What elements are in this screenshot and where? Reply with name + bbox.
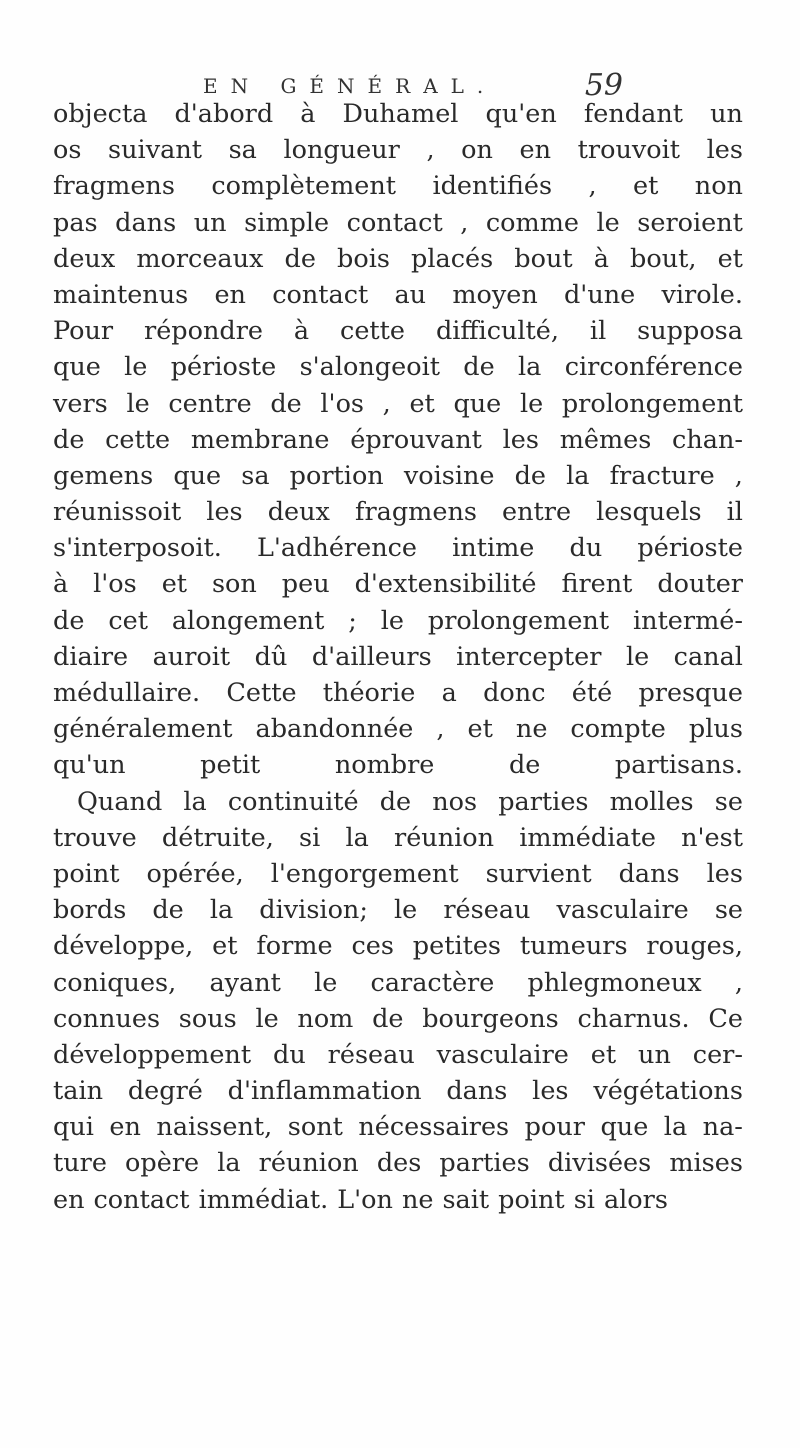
word: nom <box>297 1003 354 1034</box>
word: vasculaire <box>556 895 689 926</box>
word: l'os <box>320 388 365 419</box>
word: diaire <box>53 641 129 672</box>
word: fracture <box>609 460 715 491</box>
text-line <box>53 1145 743 1181</box>
word: parties <box>439 1148 530 1179</box>
text-line <box>53 96 743 132</box>
word: d'une <box>563 279 636 310</box>
word: maintenus <box>53 279 189 310</box>
word: voisine <box>403 460 495 491</box>
word: continuité <box>227 786 359 817</box>
word: réunion <box>394 822 495 853</box>
word: si <box>299 822 321 853</box>
text-line <box>53 349 743 385</box>
word: de <box>284 243 316 274</box>
text-line <box>53 747 743 783</box>
word: , <box>460 207 469 238</box>
word: cer- <box>692 1039 743 1070</box>
word: d'inflammation <box>227 1076 422 1107</box>
word: ture <box>53 1148 107 1179</box>
word: végétations <box>593 1076 743 1107</box>
word: plus <box>688 714 743 745</box>
word: circonférence <box>564 352 743 383</box>
word: intermé- <box>632 605 743 636</box>
word: et <box>161 569 188 600</box>
word: le <box>394 895 418 926</box>
word: deux <box>53 243 116 274</box>
text-line <box>53 1182 743 1218</box>
text-line <box>53 965 743 1001</box>
word: objecta <box>53 99 148 129</box>
word: fendant <box>583 99 684 129</box>
word: centre <box>168 388 252 419</box>
word: les <box>706 858 743 889</box>
word: on <box>461 135 493 166</box>
word: divisées <box>547 1148 652 1179</box>
word: détruite, <box>161 822 274 853</box>
word: molles <box>609 786 694 817</box>
word: le <box>380 605 405 636</box>
text-line <box>53 241 743 277</box>
word: opérée, <box>146 858 244 889</box>
word: identifiés <box>432 171 553 202</box>
word: sa <box>241 460 270 491</box>
word: développe, <box>53 931 194 962</box>
word: de <box>53 424 85 455</box>
word: dans <box>446 1076 508 1107</box>
word: os <box>53 135 82 166</box>
word: ayant <box>209 967 281 998</box>
word: , <box>426 135 435 166</box>
word: division; <box>259 895 368 926</box>
word: forme <box>256 931 333 962</box>
word: la <box>209 895 234 926</box>
text-line <box>53 784 743 820</box>
text-line <box>53 458 743 494</box>
word: peu <box>281 569 330 600</box>
word: petites <box>412 931 502 962</box>
word: répondre <box>144 316 263 347</box>
word: mises <box>669 1148 743 1179</box>
text-line <box>53 675 743 711</box>
word: intercepter <box>456 641 602 672</box>
text-line <box>53 892 743 928</box>
word: douter <box>657 569 743 600</box>
word: la <box>217 1148 241 1179</box>
word: généralement <box>53 714 233 745</box>
word: bords <box>53 895 127 926</box>
word: , <box>734 967 743 998</box>
word: l'os <box>93 569 137 600</box>
word: dans <box>115 207 177 238</box>
word: auroit <box>152 641 231 672</box>
word: sait <box>442 1184 490 1215</box>
word: bois <box>337 243 390 274</box>
word: que <box>453 388 502 419</box>
word: complètement <box>211 171 397 202</box>
word: que <box>173 460 222 491</box>
word: que <box>600 1112 649 1143</box>
word: pas <box>53 207 98 238</box>
word: contact <box>93 1184 190 1215</box>
word: cette <box>105 424 171 455</box>
text-line <box>53 856 743 892</box>
word: fragmens <box>355 497 477 528</box>
word: presque <box>638 678 743 708</box>
word: théorie <box>322 678 416 708</box>
word: coniques, <box>53 967 177 998</box>
word: parties <box>498 786 589 817</box>
word: le <box>314 967 338 998</box>
word: deux <box>267 497 330 528</box>
word: si <box>573 1184 595 1215</box>
word: de <box>514 460 547 491</box>
word: Quand <box>77 786 163 817</box>
word: son <box>211 569 257 600</box>
word: en <box>109 1112 141 1143</box>
word: dans <box>618 858 680 889</box>
word: éprouvant <box>350 424 482 455</box>
text-line <box>53 277 743 313</box>
word: à <box>300 99 316 129</box>
word: bout <box>514 243 573 274</box>
word: du <box>273 1039 306 1070</box>
word: Cette <box>226 678 297 708</box>
running-head: EN GÉNÉRAL. <box>203 74 497 98</box>
word: gemens <box>53 460 154 491</box>
word: charnus. <box>577 1003 690 1034</box>
word: d'abord <box>174 99 274 129</box>
word: rouges, <box>646 931 743 962</box>
word: ne <box>515 714 548 745</box>
word: Pour <box>53 316 114 347</box>
text-line <box>53 711 743 747</box>
word: la <box>663 1112 688 1143</box>
word: réseau <box>443 895 531 926</box>
word: nos <box>432 786 478 817</box>
word: point <box>53 858 120 889</box>
word: sa <box>228 135 257 166</box>
word: suivant <box>108 135 202 166</box>
word: vasculaire <box>436 1039 569 1070</box>
word: bout, <box>630 243 697 274</box>
word: réunissoit <box>53 497 182 528</box>
word: à <box>53 569 69 600</box>
word: caractère <box>370 967 495 998</box>
word: les <box>206 497 243 528</box>
word: lesquels <box>596 497 702 528</box>
word: et <box>212 931 238 962</box>
word: réseau <box>327 1039 415 1070</box>
word: se <box>714 895 743 926</box>
word: tumeurs <box>519 931 628 962</box>
word: opère <box>125 1148 200 1179</box>
word: pour <box>524 1112 585 1143</box>
word: supposa <box>637 316 743 347</box>
word: difficulté, <box>435 316 559 347</box>
word: la <box>566 460 590 491</box>
word: périoste <box>170 352 277 383</box>
text-line <box>53 494 743 530</box>
word: sont <box>287 1112 343 1143</box>
word: le <box>625 641 650 672</box>
word: placés <box>411 243 494 274</box>
word: qu'en <box>485 99 557 129</box>
word: virole. <box>661 279 743 310</box>
word: a <box>441 678 457 708</box>
word: chan- <box>672 424 743 455</box>
word: alors <box>603 1184 668 1215</box>
word: il <box>726 497 743 528</box>
word: , <box>734 460 743 491</box>
word: les <box>502 424 539 455</box>
word: et <box>633 171 659 202</box>
word: à <box>293 316 310 347</box>
word: le <box>124 352 148 383</box>
word: trouve <box>53 822 137 853</box>
word: la <box>345 822 369 853</box>
text-line <box>53 820 743 856</box>
text-line <box>53 639 743 675</box>
text-line <box>53 1037 743 1073</box>
word: canal <box>673 641 743 672</box>
body-text <box>53 96 743 1218</box>
word: qu'un <box>53 750 126 781</box>
word: été <box>571 678 613 708</box>
word: développement <box>53 1039 252 1070</box>
word: mêmes <box>559 424 652 455</box>
word: de <box>463 352 495 383</box>
word: en <box>214 279 246 310</box>
word: cet <box>108 605 148 636</box>
word: se <box>714 786 743 817</box>
word: Ce <box>708 1003 743 1034</box>
word: vers <box>53 388 108 419</box>
word: abandonnée <box>255 714 414 745</box>
word: nombre <box>334 750 435 781</box>
word: que <box>53 352 101 383</box>
word: sous <box>178 1003 237 1034</box>
word: le <box>596 207 620 238</box>
text-line <box>53 205 743 241</box>
word: réunion <box>258 1148 359 1179</box>
word: degré <box>127 1076 203 1107</box>
word: n'est <box>681 822 743 853</box>
word: en <box>519 135 552 166</box>
word: seroient <box>637 207 743 238</box>
word: un <box>710 99 743 129</box>
word: Duhamel <box>342 99 459 129</box>
word: bourgeons <box>422 1003 559 1034</box>
word: ; <box>348 605 357 636</box>
word: compte <box>570 714 666 745</box>
text-line <box>53 603 743 639</box>
word: trouvoit <box>577 135 681 166</box>
word: ces <box>351 931 394 962</box>
word: en <box>53 1184 85 1215</box>
word: s'alongeoit <box>299 352 440 383</box>
word: la <box>518 352 542 383</box>
word: ne <box>401 1184 434 1215</box>
word: et <box>717 243 743 274</box>
text-line <box>53 386 743 422</box>
text-line <box>53 928 743 964</box>
word: du <box>569 533 603 564</box>
word: L'adhérence <box>256 533 418 564</box>
text-line <box>53 422 743 458</box>
word: L'on <box>337 1184 393 1215</box>
word: d'ailleurs <box>311 641 432 672</box>
word: un <box>638 1039 671 1070</box>
word: donc <box>483 678 546 708</box>
text-line <box>53 168 743 204</box>
page-number: 59 <box>584 68 623 103</box>
text-line <box>53 530 743 566</box>
word: point <box>498 1184 565 1215</box>
text-line <box>53 1001 743 1037</box>
text-line <box>53 566 743 602</box>
word: le <box>519 388 544 419</box>
word: comme <box>485 207 579 238</box>
word: au <box>394 279 427 310</box>
word: de <box>152 895 184 926</box>
text-line <box>53 1109 743 1145</box>
word: na- <box>702 1112 743 1143</box>
word: survient <box>485 858 592 889</box>
word: entre <box>502 497 572 528</box>
text-line <box>53 1073 743 1109</box>
word: tain <box>53 1076 104 1107</box>
word: alongement <box>171 605 325 636</box>
word: à <box>593 243 609 274</box>
word: prolongement <box>561 388 743 419</box>
word: petit <box>200 750 261 781</box>
word: contact <box>346 207 443 238</box>
word: des <box>376 1148 422 1179</box>
word: , <box>436 714 445 745</box>
word: la <box>183 786 207 817</box>
word: et <box>409 388 435 419</box>
word: fragmens <box>53 171 175 202</box>
word: d'extensibilité <box>354 569 537 600</box>
text-line <box>53 313 743 349</box>
word: morceaux <box>136 243 264 274</box>
word: firent <box>561 569 633 600</box>
word: , <box>588 171 597 202</box>
word: moyen <box>452 279 538 310</box>
word: il <box>589 316 607 347</box>
word: le <box>126 388 150 419</box>
word: simple <box>244 207 330 238</box>
word: et <box>467 714 493 745</box>
word: immédiate <box>519 822 656 853</box>
word: naissent, <box>156 1112 273 1143</box>
word: le <box>255 1003 279 1034</box>
word: de <box>270 388 302 419</box>
word: intime <box>452 533 535 564</box>
word: connues <box>53 1003 161 1034</box>
word: membrane <box>190 424 330 455</box>
word: de <box>508 750 541 781</box>
word: contact <box>272 279 369 310</box>
word: , <box>382 388 391 419</box>
word: les <box>706 135 743 166</box>
word: immédiat. <box>198 1184 329 1215</box>
word: dû <box>254 641 288 672</box>
word: l'engorgement <box>270 858 459 889</box>
word: périoste <box>637 533 743 564</box>
word: de <box>379 786 412 817</box>
word: non <box>694 171 743 202</box>
word: de <box>372 1003 404 1034</box>
word: partisans. <box>614 750 743 781</box>
word: portion <box>289 460 384 491</box>
word: phlegmoneux <box>527 967 702 998</box>
word: s'interposoit. <box>53 533 222 564</box>
text-line <box>53 132 743 168</box>
word: cette <box>340 316 406 347</box>
word: et <box>590 1039 617 1070</box>
word: de <box>53 605 85 636</box>
word: un <box>193 207 227 238</box>
word: longueur <box>283 135 400 166</box>
word: médullaire. <box>53 678 201 708</box>
word: nécessaires <box>358 1112 510 1143</box>
word: prolongement <box>427 605 610 636</box>
word: les <box>532 1076 569 1107</box>
word: qui <box>53 1112 94 1143</box>
